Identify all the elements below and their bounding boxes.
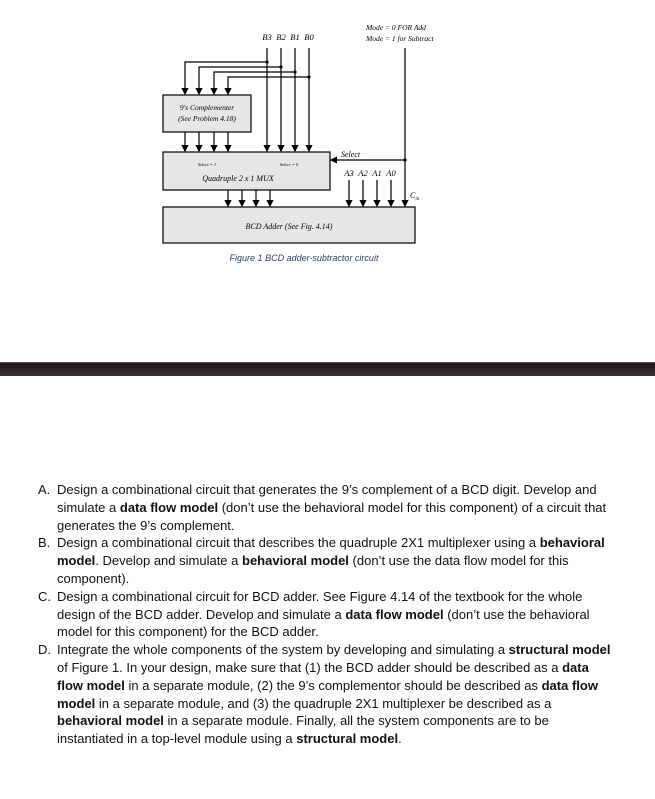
b0-label: B0 — [304, 32, 314, 42]
emphasis-text: data flow model — [345, 606, 444, 622]
task-item — [38, 534, 617, 587]
select-1-label: Select = 1 — [197, 162, 217, 167]
task-text: (don’t use the behavioral model for this component) for the BCD adder. — [57, 606, 590, 640]
cin-label: $C_{in}$ — [410, 191, 420, 202]
task-list — [0, 481, 617, 748]
bcd-adder-title: BCD Adder (See Fig. 4.14) — [245, 222, 333, 231]
mode-add-label: Mode = 0 FOR Add — [366, 23, 426, 32]
complementer-ref: (See Problem 4.18) — [178, 114, 236, 123]
emphasis-text: structural model — [508, 642, 611, 658]
task-text: of Figure 1. In your design, make sure that (1) the BCD adder should be described as a — [57, 659, 563, 675]
task-text: Design a combinational circuit that describes the quadruple 2X1 multiplexer using a — [57, 535, 540, 551]
b1-label: B1 — [290, 32, 300, 42]
a1-label: A1 — [372, 168, 382, 178]
a0-label: A0 — [386, 168, 396, 178]
task-item — [38, 588, 617, 641]
task-text: . Develop and simulate a — [95, 553, 242, 569]
task-marker: C. — [38, 588, 51, 604]
task-marker: B. — [38, 535, 51, 551]
b2-label: B2 — [276, 32, 286, 42]
mux-block — [163, 152, 330, 190]
emphasis-text: data flow model — [57, 659, 589, 693]
task-text: Design a combinational circuit that generates the 9’s complement of a BCD digit. Develop and simulate a — [57, 482, 597, 515]
task-item — [38, 641, 617, 748]
emphasis-text: behavioral model — [242, 553, 349, 569]
task-marker: D. — [38, 642, 51, 658]
task-text: Design a combinational circuit for BCD adder. See Figure 4.14 of the textbook for the whole design of the BCD adder. Develop and simulate a — [57, 588, 583, 622]
task-text: in a separate module, and (3) the quadruple 2X1 multiplexer be described as a — [95, 695, 552, 711]
select-0-label: Select = 0 — [279, 162, 299, 167]
task-text: Integrate the whole components of the system by developing and simulating a — [57, 642, 509, 658]
task-text: . — [398, 731, 402, 747]
emphasis-text: structural model — [296, 731, 399, 747]
b3-label: B3 — [262, 32, 272, 42]
task-marker: A. — [38, 482, 51, 497]
emphasis-text: data flow model — [119, 499, 219, 515]
task-item — [38, 481, 617, 534]
bcd-adder-subtractor-diagram — [0, 0, 655, 280]
select-label: Select — [341, 150, 361, 159]
a3-label: A3 — [344, 168, 354, 178]
task-text: (don’t use the behavioral model for this component) of a circuit that generates the 9’s complement. — [57, 499, 607, 533]
mode-subtract-label: Mode = 1 for Subtract — [366, 34, 434, 43]
emphasis-text: behavioral model — [57, 535, 605, 569]
page-divider — [0, 362, 655, 376]
emphasis-text: behavioral model — [57, 713, 164, 729]
emphasis-text: data flow model — [57, 677, 598, 711]
a2-label: A2 — [358, 168, 368, 178]
task-text: in a separate module. Finally, all the system components are to be instantiated in a top-level module using a — [57, 713, 549, 747]
task-text: in a separate module, (2) the 9’s complementor should be described as — [124, 677, 542, 693]
task-text: (don’t use the data flow model for this component). — [57, 553, 569, 586]
complementer-title: 9's Complementer — [179, 103, 235, 112]
mux-title: Quadruple 2 x 1 MUX — [202, 174, 274, 183]
figure-caption: Figure 1 BCD adder-subtractor circuit — [229, 253, 379, 263]
